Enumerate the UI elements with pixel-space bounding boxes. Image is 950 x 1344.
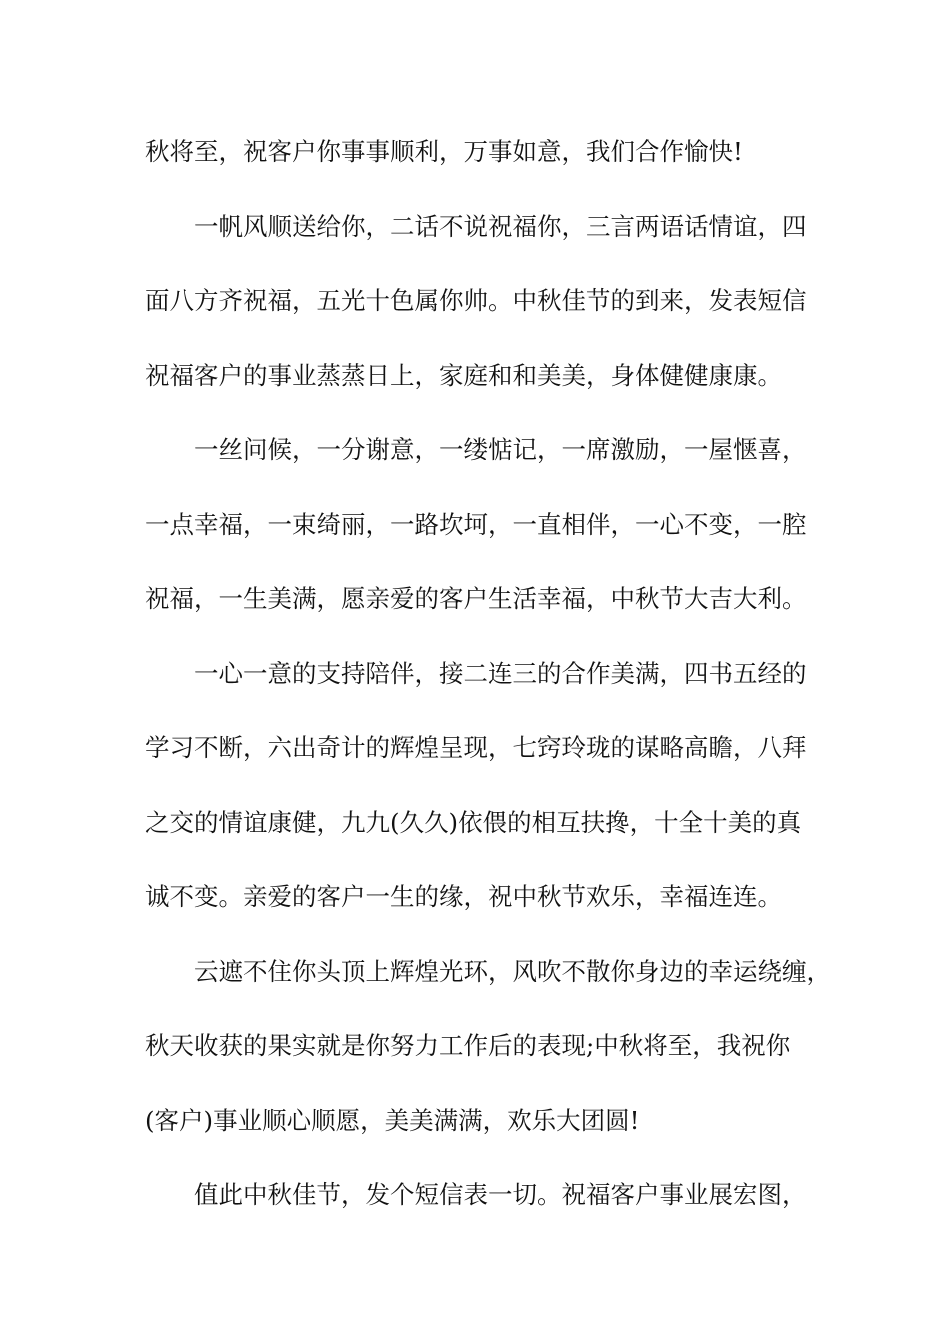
text-line: 秋天收获的果实就是你努力工作后的表现;中秋将至，我祝你 [145,1031,791,1060]
body-text [145,128,831,1246]
text-line: 之交的情谊康健，九九(久久)依偎的相互扶搀，十全十美的真 [145,807,802,837]
text-line: 一帆风顺送给你，二话不说祝福你，三言两语话情谊，四 [194,211,807,241]
text-line: 学习不断，六出奇计的辉煌呈现，七窍玲珑的谋略高瞻，八拜 [145,733,807,762]
text-line: 一点幸福，一束绮丽，一路坎坷，一直相伴，一心不变，一腔 [145,509,807,539]
text-line: 面八方齐祝福，五光十色属你帅。中秋佳节的到来，发表短信 [145,286,807,315]
text-line: 祝福客户的事业蒸蒸日上，家庭和和美美，身体健健康康。 [145,360,782,390]
text-line: 诚不变。亲爱的客户一生的缘，祝中秋节欢乐，幸福连连。 [145,882,782,911]
text-line: 值此中秋佳节，发个短信表一切。祝福客户事业展宏图， [194,1180,807,1209]
text-line: 祝福，一生美满，愿亲爱的客户生活幸福，中秋节大吉大利。 [145,584,807,613]
text-line: 一心一意的支持陪伴，接二连三的合作美满，四书五经的 [194,658,807,688]
text-line: 一丝问候，一分谢意，一缕惦记，一席激励，一屋惬喜， [194,435,807,464]
text-line: (客户)事业顺心顺愿，美美满满，欢乐大团圆! [145,1105,640,1135]
text-line: 秋将至，祝客户你事事顺利，万事如意，我们合作愉快! [145,137,743,166]
text-line: 云遮不住你头顶上辉煌光环，风吹不散你身边的幸运绕缠， [194,956,831,986]
